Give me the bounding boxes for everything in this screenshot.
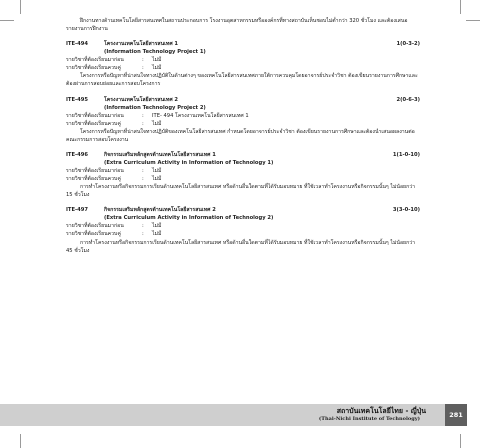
course-title: กิจกรรมเสริมหลักสูตรด้านเทคโนโลยีสารสนเทศ 1 (104, 151, 216, 158)
colon: : (142, 223, 144, 230)
crop-mark-top-left (20, 0, 21, 14)
course-credits: 3(3-0-10) (392, 207, 420, 214)
colon: : (142, 57, 144, 64)
course-description: การทำโครงงานหรือกิจกรรมการเรียนด้านเทคโนโลยีสารสนเทศ หรือด้านอื่นใดตามที่ได้รับมอบหมาย ที่ใช้เวลาทำโครงงานหรือกิจกรรมนั้นๆ ไม่น้อยกว่า 45 ชั่วโมง (66, 239, 416, 254)
course-header (66, 96, 420, 104)
corequisite-row (66, 230, 420, 238)
colon: : (142, 168, 144, 174)
course-description: การทำโครงงานหรือกิจกรรมการเรียนด้านเทคโนโลยีสารสนเทศ หรือด้านอื่นใดตามที่ได้รับมอบหมาย ที่ใช้เวลาทำโครงงานหรือกิจกรรมนั้นๆ ไม่น้อยกว่า 15 ชั่วโมง (66, 184, 416, 199)
course-title-english: (Extra Curriculum Activity in Information of Technology 1) (104, 159, 274, 166)
course-title-english: (Information Technology Project 2) (104, 104, 206, 111)
corequisite-value: ไม่มี (152, 120, 162, 127)
corequisite-label: รายวิชาที่ต้องเรียนควบคู่ (66, 176, 121, 183)
corequisite-row (66, 64, 420, 72)
course-credits: 2(0-6-3) (396, 96, 420, 103)
course-credits: 1(1-0-10) (392, 151, 420, 158)
course-code: ITE-497 (66, 207, 88, 214)
course-title: โครงงานเทคโนโลยีสารสนเทศ 2 (104, 96, 179, 103)
crop-mark-bottom-right (460, 434, 461, 448)
document-page (66, 12, 420, 255)
course-code: ITE-494 (66, 41, 88, 48)
prerequisite-row (66, 112, 420, 120)
prerequisite-label: รายวิชาที่ต้องเรียนมาก่อน (66, 57, 124, 64)
course-title-english: (Information Technology Project 1) (104, 49, 206, 56)
prerequisite-label: รายวิชาที่ต้องเรียนมาก่อน (66, 168, 124, 174)
course-block (66, 40, 420, 88)
prerequisite-row (66, 167, 420, 175)
corequisite-value: ไม่มี (152, 231, 162, 238)
corequisite-value: ไม่มี (152, 65, 162, 72)
prerequisite-row (66, 222, 420, 230)
crop-mark-top-left-h (0, 20, 14, 21)
crop-mark-top-right (460, 0, 461, 14)
course-code: ITE-496 (66, 151, 88, 158)
course-block (66, 206, 420, 254)
course-credits: 1(0-3-2) (396, 41, 420, 48)
prerequisite-row (66, 56, 420, 64)
crop-mark-top-right-h (466, 20, 480, 21)
course-description: โครงการหรือปัญหาที่น่าสนใจทางปฏิบัติของเทคโนโลยีสารสนเทศ กำหนดโดยอาจารย์ประจำวิชา ต้องเขียนรายงานการศึกษาและต้องนำเสนอผลงานต่อคณะกรรมการสอบโครงงาน (66, 128, 415, 143)
page-footer (0, 400, 480, 430)
course-block (66, 151, 420, 199)
course-title: โครงงานเทคโนโลยีสารสนเทศ 1 (104, 41, 179, 48)
course-block (66, 96, 420, 144)
colon: : (142, 176, 144, 183)
prerequisite-value: ITE- 494 โครงงานเทคโนโลยีสารสนเทศ 1 (152, 112, 249, 119)
course-description: โครงการหรือปัญหาที่น่าสนใจทางปฏิบัติในด้านต่างๆ ของเทคโนโลยีสารสนเทศภายใต้การควบคุมโดยอาจารย์ประจำวิชา ต้องเขียนรายงานการศึกษาและต้องผ่านการสอบย่อยและการสอบโครงการ (66, 73, 418, 88)
corequisite-row (66, 175, 420, 183)
course-title: กิจกรรมเสริมหลักสูตรด้านเทคโนโลยีสารสนเทศ 2 (104, 207, 216, 214)
prerequisite-value: ไม่มี (152, 57, 162, 64)
colon: : (142, 231, 144, 238)
corequisite-label: รายวิชาที่ต้องเรียนควบคู่ (66, 231, 121, 238)
course-header (66, 151, 420, 159)
course-header (66, 206, 420, 214)
corequisite-label: รายวิชาที่ต้องเรียนควบคู่ (66, 65, 121, 72)
prerequisite-label: รายวิชาที่ต้องเรียนมาก่อน (66, 112, 124, 119)
institute-name-english: (Thai-Nichi Institute of Technology) (318, 416, 420, 422)
prerequisite-label: รายวิชาที่ต้องเรียนมาก่อน (66, 223, 124, 230)
corequisite-row (66, 120, 420, 128)
intro-paragraph: ฝึกงานทางด้านเทคโนโลยีสารสนเทศในสถานประกอบการ โรงงานอุตสาหกรรมหรือองค์กรที่ทางสถาบันเห็นชอบไม่ต่ำกว่า 320 ชั่วโมง และต้องเสนอรายงานการฝึกงาน (66, 18, 408, 33)
colon: : (142, 112, 144, 119)
prerequisite-value: ไม่มี (152, 168, 162, 174)
course-title-english: (Extra Curriculum Activity in Information of Technology 2) (104, 215, 274, 222)
institute-name-thai: สถาบันเทคโนโลยีไทย - ญี่ปุ่น (336, 406, 426, 415)
course-header (66, 40, 420, 48)
crop-mark-bottom-left (20, 434, 21, 448)
corequisite-label: รายวิชาที่ต้องเรียนควบคู่ (66, 120, 121, 127)
page-number: 281 (445, 404, 467, 426)
colon: : (142, 65, 144, 72)
corequisite-value: ไม่มี (152, 176, 162, 183)
colon: : (142, 120, 144, 127)
prerequisite-value: ไม่มี (152, 223, 162, 230)
course-code: ITE-495 (66, 96, 88, 103)
